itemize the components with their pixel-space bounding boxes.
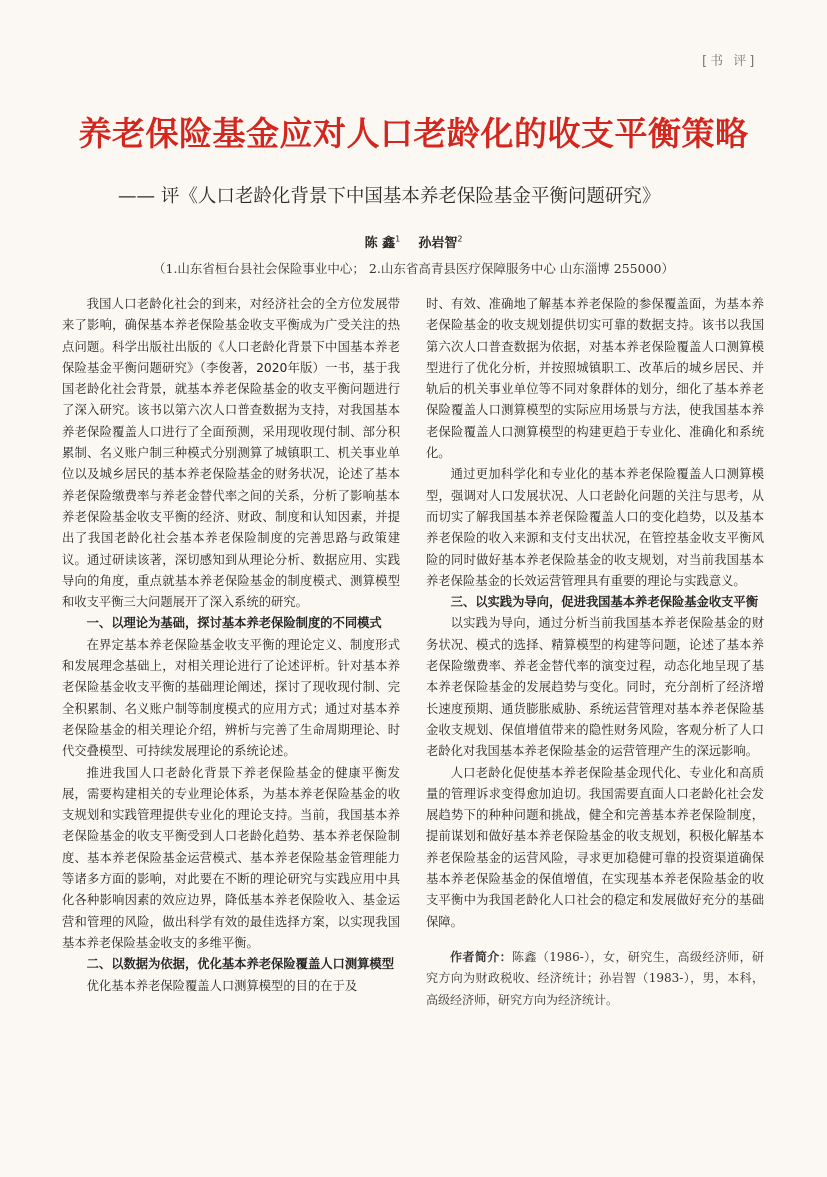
right-column	[426, 294, 764, 1011]
left-column	[62, 294, 400, 997]
author-1: 陈 鑫	[364, 236, 396, 251]
author-2-affiliation-mark: 2	[457, 234, 463, 244]
author-bio-label: 作者简介：	[450, 949, 513, 964]
article-title: 养老保险基金应对人口老龄化的收支平衡策略	[78, 114, 749, 153]
article-subtitle: —— 评《人口老龄化背景下中国基本养老保险基金平衡问题研究》	[118, 186, 661, 207]
paragraph: 我国人口老龄化社会的到来，对经济社会的全方位发展带来了影响，确保基本养老保险基金收支平衡成为广受关注的热点问题。科学出版社出版的《人口老龄化背景下中国基本养老保险基金平衡问题研究》（李俊著，2020年版）一书，基于我国老龄化社会背景，就基本养老保险基金的收支平衡问题进行了深入研究。该书以第六次人口普查数据为支持，对我国基本养老保险覆盖人口进行了全面预测，采用现收现付制、部分积累制、名义账户制三种模式分别测算了城镇职工、机关事业单位以及城乡居民的基本养老保险基金的财务状况，论述了基本养老保险缴费率与养老金替代率之间的关系，分析了影响基本养老保险基金收支平衡的经济、财政、制度和认知因素，并提出了我国老龄化社会基本养老保险制度的完善思路与政策建议。通过研读该著，深切感知到从理论分析、数据应用、实践导向的角度，重点就基本养老保险基金的制度模式、测算模型和收支平衡三大问题展开了深入系统的研究。	[62, 297, 400, 610]
section-heading: 一、以理论为基础，探讨基本养老保险制度的不同模式	[86, 616, 382, 631]
affiliation: （1.山东省桓台县社会保险事业中心； 2.山东省高青县医疗保障服务中心 山东淄博 255000）	[153, 261, 674, 276]
author-bio	[426, 947, 764, 1011]
paragraph: 人口老龄化促使基本养老保险基金现代化、专业化和高质量的管理诉求变得愈加迫切。我国需要直面人口老龄化社会发展趋势下的种种问题和挑战，健全和完善基本养老保险制度，提前谋划和做好基本养老保险基金的收支规划，积极化解基本养老保险基金的运营风险，寻求更加稳健可靠的投资渠道确保基本养老保险基金的保值增值，在实现基本养老保险基金的收支平衡中为我国老龄化人口社会的稳定和发展做好充分的基础保障。	[426, 765, 764, 929]
author-line	[0, 232, 827, 251]
paragraph: 优化基本养老保险覆盖人口测算模型的目的在于及	[86, 978, 358, 993]
paragraph: 通过更加科学化和专业化的基本养老保险覆盖人口测算模型，强调对人口发展状况、人口老龄化问题的关注与思考，从而切实了解我国基本养老保险覆盖人口的变化趋势，以及基本养老保险的收入来源和支付支出状况，在管控基金收支平衡风险的同时做好基本养老保险基金的收支规划，对当前我国基本养老保险基金的长效运营管理具有重要的理论与实践意义。	[426, 467, 764, 588]
section-heading: 三、以实践为导向，促进我国基本养老保险基金收支平衡	[450, 595, 759, 610]
paragraph: 推进我国人口老龄化背景下养老保险基金的健康平衡发展，需要构建相关的专业理论体系，为基本养老保险基金的收支规划和实践管理提供专业化的理论支持。当前，我国基本养老保险基金的收支平衡受到人口老龄化趋势、基本养老保险制度、基本养老保险基金运营模式、基本养老保险基金管理能力等诸多方面的影响，对此要在不断的理论研究与实践应用中具化各种影响因素的效应边界，降低基本养老保险收入、基金运营和管理的风险，做出科学有效的最佳选择方案，以实现我国基本养老保险基金收支的多维平衡。	[62, 765, 400, 950]
paragraph: 以实践为导向，通过分析当前我国基本养老保险基金的财务状况、模式的选择、精算模型的构建等问题，论述了基本养老保险缴费率、养老金替代率的演变过程，动态化地呈现了基本养老保险基金的发展趋势与变化。同时，充分剖析了经济增长速度预期、通货膨胀威胁、系统运营管理对基本养老保险基金收支规划、保值增值带来的隐性财务风险，客观分析了人口老龄化对我国基本养老保险基金的运营管理产生的深远影响。	[426, 616, 764, 759]
author-2: 孙岩智	[418, 236, 458, 251]
author-bio-text: 陈鑫（1986-），女，研究生，高级经济师，研究方向为财政税收、经济统计；孙岩智（1983-），男，本科，高级经济师，研究方向为经济统计。	[426, 949, 764, 1007]
section-heading: 二、以数据为依据，优化基本养老保险覆盖人口测算模型	[86, 957, 395, 972]
section-tag: [书 评]	[702, 54, 758, 69]
author-1-affiliation-mark: 1	[395, 234, 401, 244]
paragraph: 时、有效、准确地了解基本养老保险的参保覆盖面，为基本养老保险基金的收支规划提供切实可靠的数据支持。该书以我国第六次人口普查数据为依据，对基本养老保险覆盖人口测算模型进行了优化分析，并按照城镇职工、改革后的城乡居民、并轨后的机关事业单位等不同对象群体的划分，细化了基本养老保险覆盖人口测算模型的实际应用场景与方法，使我国基本养老保险覆盖人口测算模型的构建更趋于专业化、准确化和系统化。	[426, 297, 764, 461]
paragraph: 在界定基本养老保险基金收支平衡的理论定义、制度形式和发展理念基础上，对相关理论进行了论述评析。针对基本养老保险基金收支平衡的基础理论阐述，探讨了现收现付制、完全积累制、名义账户制等制度模式的应用方式；通过对基本养老保险基金的相关理论介绍，辨析与完善了生命周期理论、时代交叠模型、可持续发展理论的系统论述。	[62, 637, 400, 759]
